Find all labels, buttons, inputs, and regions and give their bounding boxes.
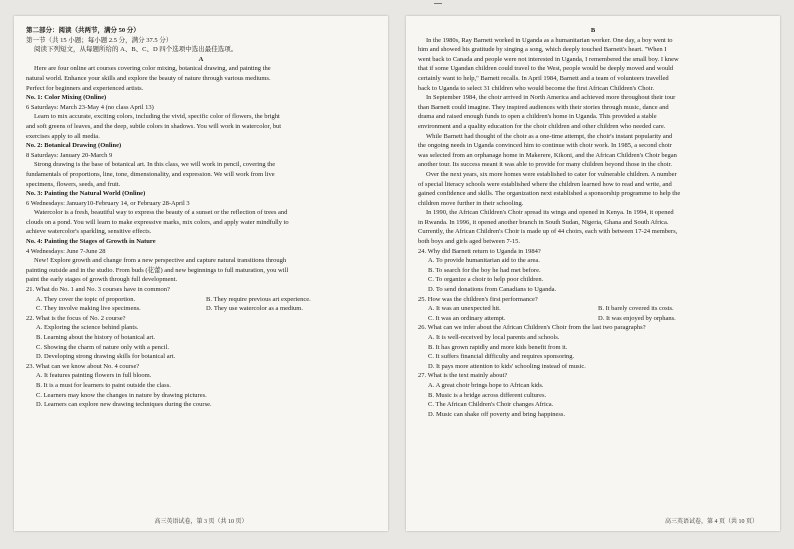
course-2-date: 8 Saturdays: January 20-March 9 [26,151,113,159]
paragraph-5: Currently, the African Children's Choir is made up of 44 choirs, each with between 17-24 members, [418,228,678,236]
instruction: 阅读下列短文，从每题所给的 A、B、C、D 四个选项中选出最佳选项。 [34,46,238,54]
question-21-options [26,295,376,305]
course-1-text: and soft greens of leaves, and the deep, subtle colors in shadows. You will work in watercolor, but [26,122,281,130]
course-4-text: paint the early stages of growth through full development. [26,276,178,284]
option-d: D. They use watercolor as a medium. [206,305,303,313]
paragraph-5: In 1990, the African Children's Choir spread its wings and opened in Kenya. In 1994, it opened [426,209,674,217]
course-4-text: New! Explore growth and change from a new perspective and capture natural transitions through [34,257,287,265]
scan-mark [434,3,442,4]
course-3-text: clouds on a pond. You will learn to make expressive marks, mix colors, and apply water mindfully to [26,218,289,226]
option-b: B. It is a must for learners to paint outside the class. [36,381,171,389]
paragraph-3: another tour. Its success meant it was able to provide for many children beyond those in the choir. [418,161,672,169]
option-c: C. Learners may know the changes in nature by drawing pictures. [36,391,207,399]
page-footer: 高三英语试卷，第 3 页（共 10 页） [154,519,248,525]
passage-label-a: A [198,55,204,63]
question-24: 24. Why did Barnett return to Uganda in 1984? [418,247,541,255]
option-d: D. Learners can explore new drawing techniques during the course. [36,401,212,409]
question-21-options [26,304,376,314]
course-1-text: Learn to mix accurate, exciting colors, including the vivid, specific color of flowers, the bright [34,113,280,121]
course-1-title: No. 1: Color Mixing (Online) [26,94,107,102]
option-c: C. Showing the charm of nature only with a pencil. [36,343,170,351]
paragraph-2: In September 1984, the choir arrived in North America and achieved more throughout their tour [426,94,676,102]
exam-page-3 [14,16,388,531]
course-4-title: No. 4: Painting the Stages of Growth in Nature [26,238,156,246]
course-1-date: 6 Saturdays: March 23-May 4 (no class April 13) [26,103,154,111]
option-c: C. They involve making live specimens. [36,305,141,313]
paragraph-1: back to Uganda to select 31 children who would become the first African Children's Choir. [418,84,655,92]
paragraph-5: in Rwanda. In 1996, it opened another branch in South Sudan, Nigeria, Ghana and South Africa. [418,218,669,226]
option-b: B. Learning about the history of botanical art. [36,334,155,341]
paragraph-4: Over the next years, six more homes were established to cater for vulnerable children. A number [426,170,677,178]
course-4-date: 4 Wednesdays: June 7-June 28 [26,247,106,255]
paragraph-3: While Barnett had thought of the choir as a one-time attempt, the choir's instant popularity and [426,132,673,140]
course-2-title: No. 2: Botanical Drawing (Online) [26,142,122,150]
option-d: D. To send donations from Canadians to Uganda. [428,286,557,294]
option-b: B. To search for the boy he had met before. [428,266,541,274]
paragraph-2: environment and a quality education for the choir children and other children who needed care. [418,122,666,130]
course-3-title: No. 3: Painting the Natural World (Online) [26,190,146,198]
option-a: A. A great choir brings hope to African kids. [428,381,544,389]
option-a: A. Exploring the science behind plants. [36,324,139,332]
course-2-text: specimens, flowers, seeds, and fruit. [26,180,121,188]
intro-line: natural world. Enhance your skills and explore the beauty of nature through various mediums. [26,74,271,82]
paragraph-1: went back to Canada and people were not interested in Uganda, I remembered the small boy. I knew [418,55,679,63]
paragraph-4: children move further in their schooling. [418,199,524,207]
page-footer: 高三英语试卷，第 4 页（共 10 页） [664,519,758,525]
paragraph-5: both boys and girls aged between 7-15. [418,238,520,246]
course-4-text: painting outside and in the studio. From buds (花蕾) and new beginnings to full maturation, you will [26,266,289,274]
course-3-date: 6 Wednesdays: January10-February 14, or February 28-April 3 [26,199,190,207]
intro-line: Here are four online art courses covering color mixing, botanical drawing, and painting the [34,65,271,73]
option-a: A. It was an unexpected hit. [428,305,501,313]
option-c: C. It suffers financial difficulty and requires sponsoring. [428,353,575,361]
option-b: B. Music is a bridge across different cultures. [428,391,547,399]
paragraph-1: him and showed his gratitude by singing a song, which deeply touched Barnett's heart. "When I [418,46,667,54]
paragraph-1: In the 1980s, Ray Barnett worked in Uganda as a humanitarian worker. One day, a boy went to [426,36,673,44]
paragraph-1: certainly want to help," Barnett recalls. In April 1984, Barnett and a team of volunteers travelled [418,74,669,82]
course-1-text: exercises apply to all media. [26,132,100,140]
question-25: 25. How was the children's first performance? [418,295,538,303]
option-d: D. It pays more attention to kids' schooling instead of music. [428,362,586,370]
paragraph-2: drama and raised enough funds to open a children's home in Uganda. This provided a stable [418,113,657,121]
course-3-text: Watercolor is a fresh, beautiful way to express the beauty of a sunset or the reflection of trees and [34,209,288,217]
exam-page-4 [406,16,780,531]
question-25-options [418,314,768,324]
option-d: D. It was enjoyed by orphans. [598,314,676,322]
course-2-text: fundamentals of proportions, line, tone, dimensionality, and expression. We will work from live [26,170,275,178]
option-c: C. The African Children's Choir changes Africa. [428,401,554,409]
option-d: D. Developing strong drawing skills for botanical art. [36,353,176,361]
passage-label-b: B [590,27,596,34]
paragraph-1: that if some Ugandan children could travel to the West, people would be deeply moved and would [418,65,674,73]
paragraph-3: was selected from an orphanage home in Makerere, Kikoni, and the African Children's Choir began [418,151,677,159]
option-b: B. It has grown rapidly and more kids benefit from it. [428,343,568,351]
question-23: 23. What can we know about No. 4 course? [26,362,140,370]
part-heading: 第一节（共 15 小题；每小题 2.5 分，满分 37.5 分） [26,36,173,44]
section-heading: 第二部分：阅读（共两节，满分 50 分） [26,27,140,34]
question-26: 26. What can we infer about the African Children's Choir from the last two paragraphs? [418,324,646,332]
option-a: A. They cover the topic of proportion. [36,295,136,303]
option-c: C. It was an ordinary attempt. [428,314,506,322]
paragraph-4: gained confidence and skills. The organization next established a sponsorship programme to help the [418,190,681,198]
course-3-text: achieve watercolor's sparkling, sensitive effects. [26,228,152,236]
intro-line: Perfect for beginners and experienced artists. [26,84,144,92]
option-b: B. It barely covered its costs. [598,305,674,313]
option-b: B. They require previous art experience. [206,295,311,303]
paragraph-2: than Barnett could imagine. They inspired audiences with their stories through music, dance and [418,103,669,111]
paragraph-4: of special literacy schools were established where the children learned how to read and write, and [418,180,672,188]
option-d: D. Music can shake off poverty and bring happiness. [428,410,566,418]
option-c: C. To organize a choir to help poor children. [428,276,544,284]
paragraph-3: the ongoing needs in Uganda convinced him to continue with choir work. In 1985, a second choir [418,142,672,150]
course-2-text: Strong drawing is the base of botanical art. In this class, we will work in pencil, covering the [34,161,276,169]
question-21: 21. What do No. 1 and No. 3 courses have in common? [26,286,170,294]
option-a: A. It features painting flowers in full bloom. [36,372,152,380]
question-25-options [418,304,768,314]
question-27: 27. What is the text mainly about? [418,372,508,380]
option-a: A. To provide humanitarian aid to the area. [428,257,540,265]
option-a: A. It is well-received by local parents and schools. [428,334,560,341]
question-22: 22. What is the focus of No. 2 course? [26,314,126,322]
